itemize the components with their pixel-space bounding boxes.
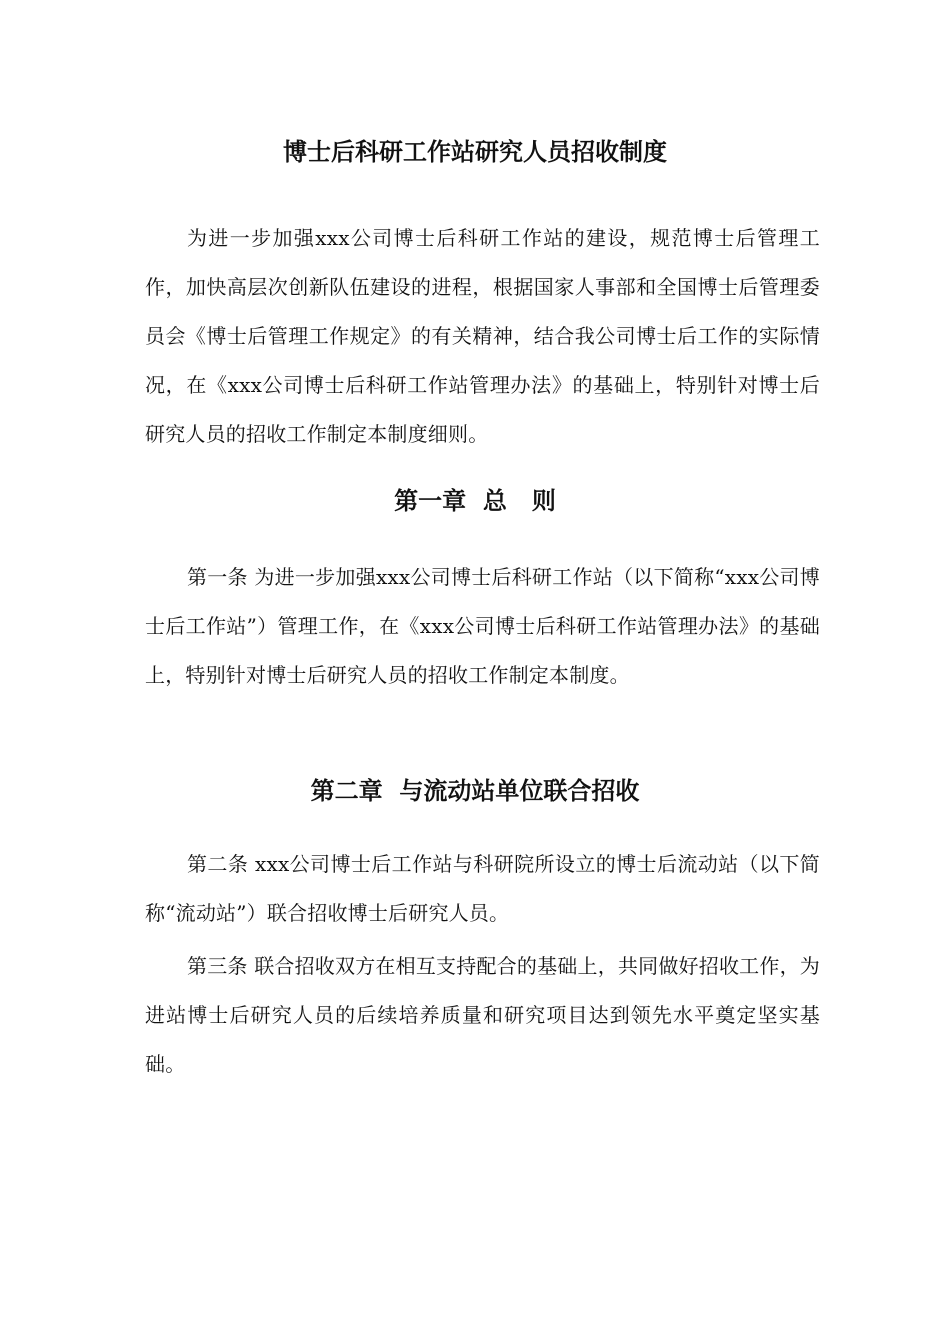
- chapter-1-title: 第一章 总 则: [394, 487, 556, 515]
- article-1-paragraph: 第一条 为进一步加强xxx公司博士后科研工作站（以下简称“xxx公司博士后工作站”）管理工作，在《xxx公司博士后科研工作站管理办法》的基础上，特别针对博士后研究人员的招收工作制定本制度。: [145, 565, 820, 687]
- article-2-paragraph: 第二条 xxx公司博士后工作站与科研院所设立的博士后流动站（以下简称“流动站”）联合招收博士后研究人员。: [145, 852, 820, 925]
- intro-paragraph: 为进一步加强xxx公司博士后科研工作站的建设，规范博士后管理工作，加快高层次创新队伍建设的进程，根据国家人事部和全国博士后管理委员会《博士后管理工作规定》的有关精神，结合我公司博士后工作的实际情况，在《xxx公司博士后科研工作站管理办法》的基础上，特别针对博士后研究人员的招收工作制定本制度细则。: [145, 226, 820, 446]
- article-3-paragraph: 第三条 联合招收双方在相互支持配合的基础上，共同做好招收工作，为进站博士后研究人员的后续培养质量和研究项目达到领先水平奠定坚实基础。: [145, 954, 820, 1076]
- document-title: 博士后科研工作站研究人员招收制度: [283, 138, 667, 166]
- chapter-2-title: 第二章 与流动站单位联合招收: [310, 777, 640, 805]
